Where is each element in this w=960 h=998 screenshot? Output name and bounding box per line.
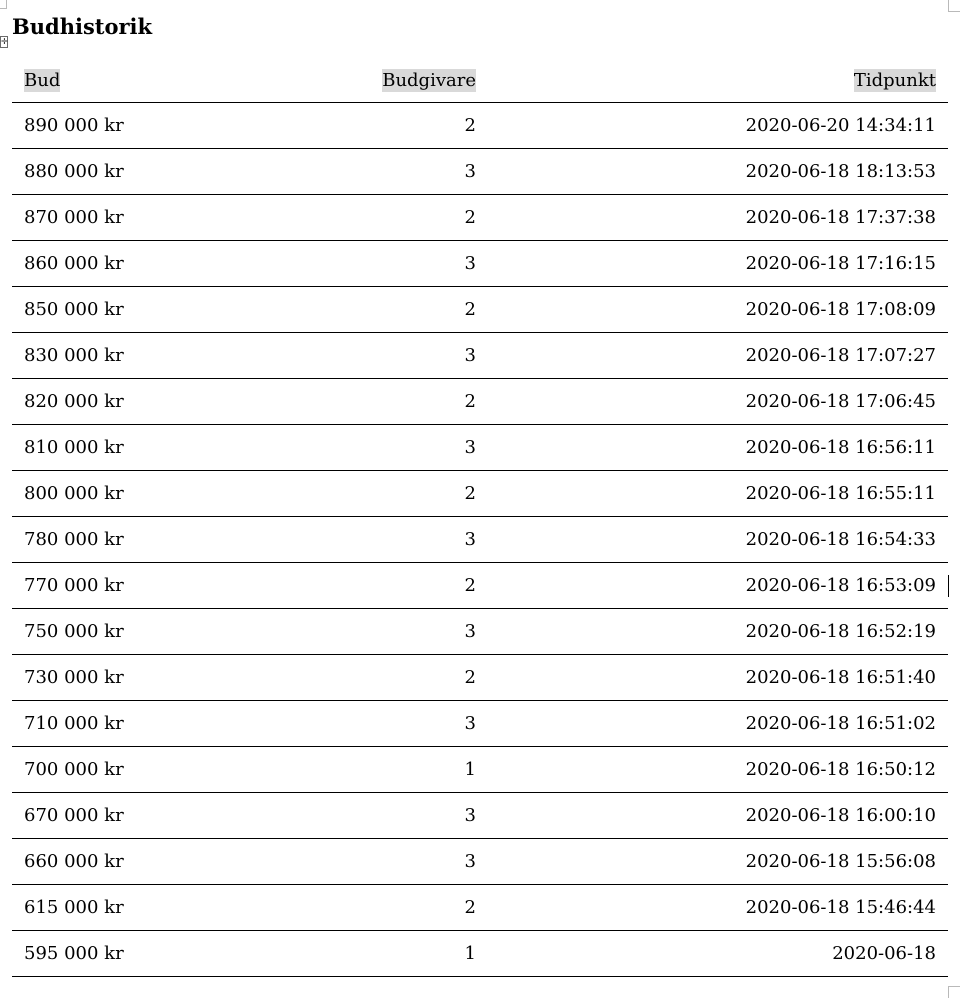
table-row [12,425,948,471]
timestamp-cell: 2020-06-18 17:06:45 [488,379,948,425]
bidder-cell: 1 [200,931,488,977]
timestamp-cell: 2020-06-18 17:08:09 [488,287,948,333]
bid-amount-cell: 880 000 kr [12,149,200,195]
table-row [12,931,948,977]
timestamp-cell: 2020-06-18 16:54:33 [488,517,948,563]
table-row [12,793,948,839]
timestamp-cell: 2020-06-18 16:51:40 [488,655,948,701]
table-row [12,195,948,241]
bid-amount-cell: 595 000 kr [12,931,200,977]
bidder-cell: 2 [200,885,488,931]
bid-amount-cell: 860 000 kr [12,241,200,287]
bid-amount-cell: 700 000 kr [12,747,200,793]
table-row [12,379,948,425]
column-header-bid: Bud [12,58,200,103]
table-body [12,103,948,977]
timestamp-cell: 2020-06-18 18:13:53 [488,149,948,195]
column-header-time: Tidpunkt [488,58,948,103]
bid-amount-cell: 750 000 kr [12,609,200,655]
table-row [12,471,948,517]
text-cursor [948,575,949,597]
table-move-handle-icon[interactable]: ✛ [1,37,8,46]
bidder-cell: 2 [200,195,488,241]
table-row [12,103,948,149]
bid-amount-cell: 820 000 kr [12,379,200,425]
table-row [12,701,948,747]
timestamp-cell: 2020-06-18 16:00:10 [488,793,948,839]
timestamp-cell: 2020-06-18 16:52:19 [488,609,948,655]
table-row [12,839,948,885]
table-row [12,655,948,701]
bidder-cell: 3 [200,333,488,379]
timestamp-cell: 2020-06-18 16:53:09 [488,563,948,609]
bidder-cell: 1 [200,747,488,793]
bidder-cell: 3 [200,793,488,839]
bidder-cell: 3 [200,425,488,471]
table-row [12,563,948,609]
bidder-cell: 2 [200,287,488,333]
bidder-cell: 2 [200,103,488,149]
bid-amount-cell: 660 000 kr [12,839,200,885]
table-row [12,609,948,655]
bidder-cell: 3 [200,241,488,287]
crop-mark-bottom-right [948,986,960,998]
page-title: Budhistorik [12,14,153,39]
timestamp-cell: 2020-06-18 15:56:08 [488,839,948,885]
crop-mark-top-left [0,0,7,9]
bidder-cell: 2 [200,379,488,425]
column-header-bidder: Budgivare [200,58,488,103]
timestamp-cell: 2020-06-18 16:50:12 [488,747,948,793]
crop-mark-top-right [948,0,960,12]
table-row [12,333,948,379]
bidder-cell: 3 [200,839,488,885]
bid-amount-cell: 850 000 kr [12,287,200,333]
bid-amount-cell: 780 000 kr [12,517,200,563]
bid-amount-cell: 890 000 kr [12,103,200,149]
table-row [12,885,948,931]
bid-amount-cell: 800 000 kr [12,471,200,517]
bid-amount-cell: 670 000 kr [12,793,200,839]
bid-amount-cell: 870 000 kr [12,195,200,241]
bid-amount-cell: 615 000 kr [12,885,200,931]
bid-amount-cell: 830 000 kr [12,333,200,379]
table-row [12,747,948,793]
bidder-cell: 3 [200,609,488,655]
timestamp-cell: 2020-06-18 [488,931,948,977]
bidder-cell: 2 [200,563,488,609]
bidder-cell: 3 [200,517,488,563]
bid-amount-cell: 810 000 kr [12,425,200,471]
bidder-cell: 3 [200,149,488,195]
timestamp-cell: 2020-06-18 17:16:15 [488,241,948,287]
timestamp-cell: 2020-06-18 17:37:38 [488,195,948,241]
bid-amount-cell: 710 000 kr [12,701,200,747]
timestamp-cell: 2020-06-20 14:34:11 [488,103,948,149]
table-row [12,149,948,195]
bidder-cell: 2 [200,471,488,517]
table-row [12,517,948,563]
timestamp-cell: 2020-06-18 16:55:11 [488,471,948,517]
table-header-row [12,58,948,103]
table-row [12,241,948,287]
table-row [12,287,948,333]
timestamp-cell: 2020-06-18 17:07:27 [488,333,948,379]
bid-amount-cell: 730 000 kr [12,655,200,701]
timestamp-cell: 2020-06-18 15:46:44 [488,885,948,931]
bid-amount-cell: 770 000 kr [12,563,200,609]
timestamp-cell: 2020-06-18 16:56:11 [488,425,948,471]
timestamp-cell: 2020-06-18 16:51:02 [488,701,948,747]
bidder-cell: 3 [200,701,488,747]
bid-history-table [12,58,948,977]
bidder-cell: 2 [200,655,488,701]
